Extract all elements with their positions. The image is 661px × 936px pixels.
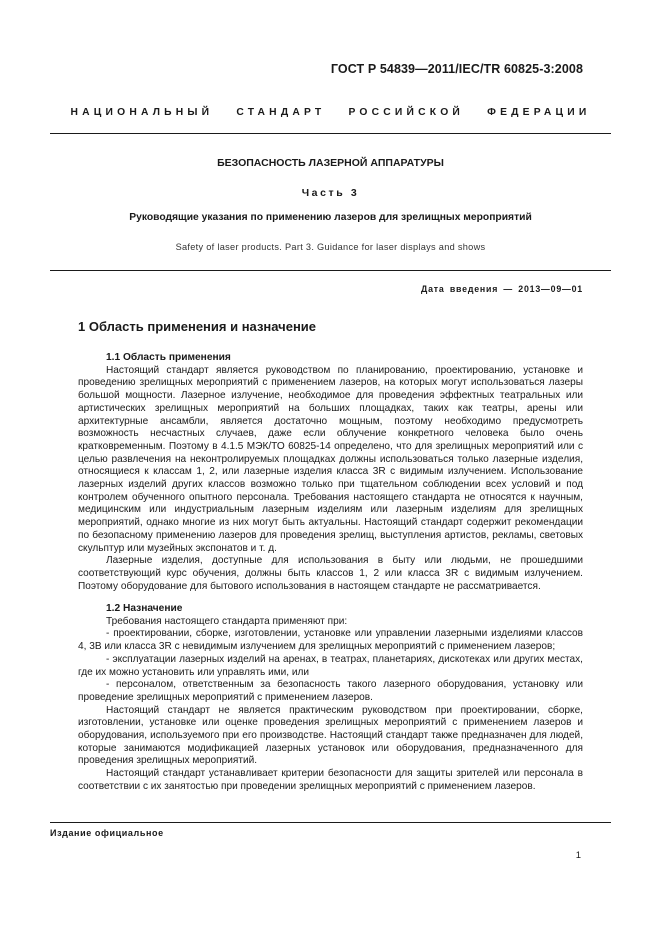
paragraph-1-1-a: Настоящий стандарт является руководством по планированию, проектированию, установке и проведению зрелищных мероприятий с применением лазеров, на которых могут использоваться лазеры большой мощности. Лазерное излучение, необходимое для проведения эффектных театральных или артистических зрелищных мероприятий на больших площадках, таких как театры, арены или архитектурные ансамбли, является достаточно мощным, поэтому необходимо предусмотреть возможность несчастных случаев, даже если облучение конкретного человека было очень кратковременным. Поэтому в 4.1.5 МЭК/ТО 60825-14 определено, что для зрелищных мероприятий или с целью развлечения на неконтролируемых площадках должны использоваться только лазерные изделия, относящиеся к классам 1, 2, или лазерные изделия класса 3R с видимым излучением. Использование лазерных изделий других классов возможно только при тщательном соблюдении всех условий и под контролем обученного опытного персонала. Требования настоящего стандарта не относятся к научным, медицинским или индустриальным лазерным изделиям или лазерным изделиям для зрелищных мероприятий, однако многие из них могут быть актуальны. Настоящий стандарт содержит рекомендации по безопасному применению лазеров для проведения зрелищ, выступления артистов, рекламы, световых скульптур или музейных экспонатов и т. д. [78,364,583,554]
edition-label: Издание официальное [50,828,164,838]
section-1-heading: 1 Область применения и назначение [78,319,317,334]
section-1-1-block [78,352,583,593]
page-number: 1 [575,850,581,861]
national-standard-banner: НАЦИОНАЛЬНЫЙ СТАНДАРТ РОССИЙСКОЙ ФЕДЕРАЦИИ [70,107,591,118]
document-title: БЕЗОПАСНОСТЬ ЛАЗЕРНОЙ АППАРАТУРЫ [217,157,444,169]
divider-middle [50,270,611,271]
document-subtitle: Руководящие указания по применению лазеров для зрелищных мероприятий [129,212,532,223]
gost-code: ГОСТ Р 54839—2011/IEC/TR 60825-3:2008 [330,62,583,76]
list-item: - эксплуатации лазерных изделий на аренах, в театрах, планетариях, дискотеках или других местах, где их можно установить или управлять ими, или [78,653,583,678]
paragraph-1-2-intro: Требования настоящего стандарта применяют при: [106,615,348,627]
paragraph-1-2-a: Настоящий стандарт не является практическим руководством при проектировании, сборке, изготовлении, установке или оценке проведения зрелищных мероприятий с применением лазеров и оборудования, используемого при его производстве. Настоящий стандарт также предназначен для людей, которые занимаются модификацией лазерных установок или оборудования, предназначенного для проведения зрелищных мероприятий. [78,704,583,767]
subsection-1-1-heading: 1.1 Область применения [106,352,231,363]
divider-top [50,133,611,134]
document-part: Часть 3 [301,187,360,199]
subsection-1-2-heading: 1.2 Назначение [106,603,183,614]
divider-footer [50,822,611,823]
paragraph-1-1-b: Лазерные изделия, доступные для использования в быту или людьми, не прошедшими соответствующий курс обучения, должны быть классов 1, 2 или класса 3R с видимым излучением. Поэтому оборудование для бытового использования в настоящем стандарте не рассматривается. [78,555,583,592]
list-item: - персоналом, ответственным за безопасность такого лазерного оборудования, установку или проведение зрелищных мероприятий с применением лазеров. [78,679,583,703]
introduction-date: Дата введения — 2013—09—01 [421,284,583,294]
list-item: - проектировании, сборке, изготовлении, установке или управлении лазерными изделиями классов 4, 3В или класса 3R с невидимым излучением для зрелищных мероприятий с применением лазеров; [78,628,583,653]
english-title: Safety of laser products. Part 3. Guidance for laser displays and shows [175,242,486,252]
section-1-2-block [78,603,583,794]
paragraph-1-2-b: Настоящий стандарт устанавливает критерии безопасности для защиты зрителей или персонала в соответствии с их занятостью при проведении зрелищных мероприятий с применением лазеров. [78,768,583,792]
